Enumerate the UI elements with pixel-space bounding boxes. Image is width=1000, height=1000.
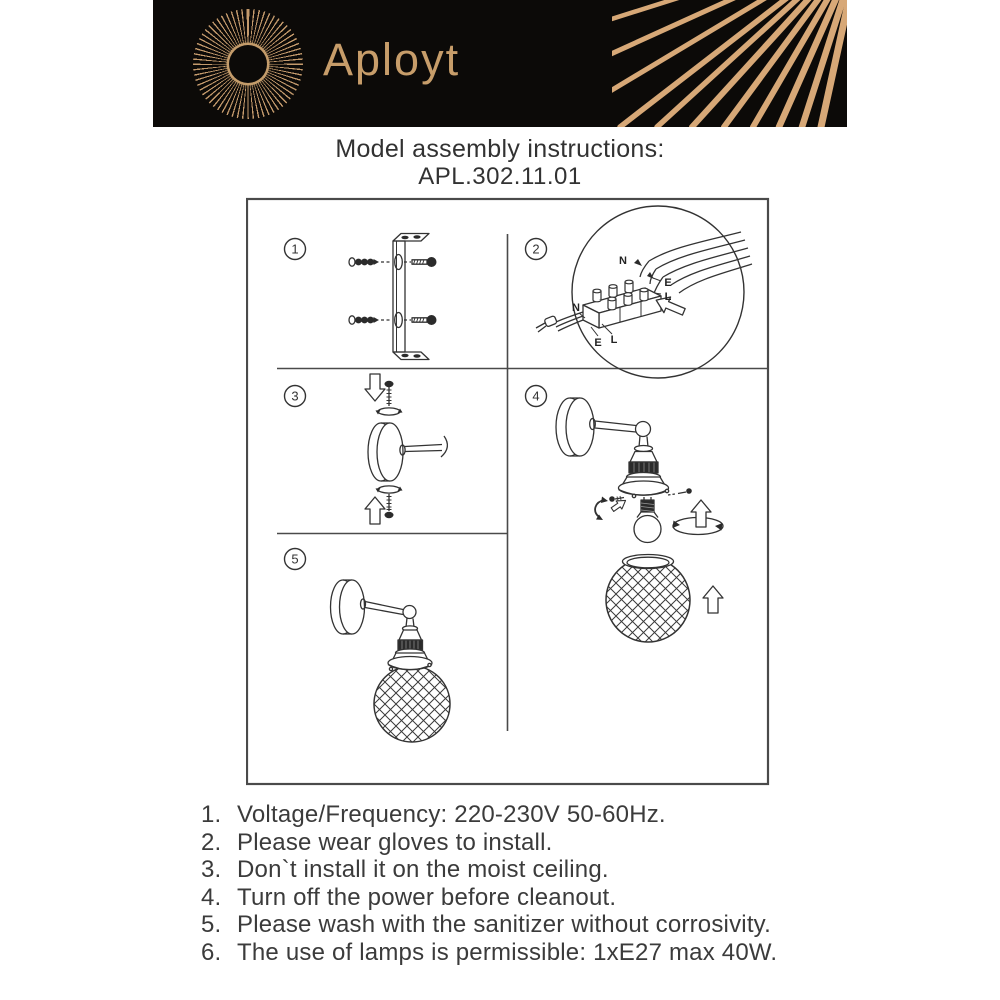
screw-icon bbox=[412, 315, 437, 325]
instruction-text: Turn off the power before cleanout. bbox=[237, 883, 617, 911]
sunburst-logo-icon bbox=[193, 9, 303, 119]
instruction-item bbox=[201, 939, 777, 967]
model-number: APL.302.11.01 bbox=[418, 163, 582, 190]
light-bulb-icon bbox=[634, 497, 661, 543]
down-arrow-icon bbox=[365, 374, 385, 401]
panel-4-lamp-assembly-drawing bbox=[556, 398, 723, 642]
step-4-badge bbox=[526, 386, 547, 407]
wall-anchor-icon bbox=[349, 316, 379, 324]
svg-text:5: 5 bbox=[291, 551, 299, 567]
instruction-number: 3. bbox=[201, 856, 222, 884]
instruction-text: Please wear gloves to install. bbox=[237, 828, 553, 856]
svg-text:3: 3 bbox=[291, 388, 299, 404]
svg-text:2: 2 bbox=[532, 241, 540, 257]
instruction-number: 2. bbox=[201, 828, 222, 856]
assembly-diagram bbox=[246, 196, 772, 788]
instruction-item bbox=[201, 829, 777, 857]
instruction-text: Please wash with the sanitizer without corrosivity. bbox=[237, 911, 771, 939]
shade-screw-right-icon bbox=[668, 488, 692, 495]
instruction-item bbox=[201, 856, 777, 884]
svg-text:1: 1 bbox=[291, 241, 299, 257]
up-arrow-icon bbox=[691, 500, 711, 527]
brand-banner bbox=[153, 0, 847, 127]
screw-icon bbox=[412, 257, 437, 267]
step-3-badge bbox=[285, 386, 306, 407]
up-arrow-icon bbox=[365, 497, 385, 524]
instruction-text: The use of lamps is permissible: 1xE27 max 40W. bbox=[237, 938, 778, 966]
panel-5-finished-lamp-drawing bbox=[331, 580, 451, 742]
wire-label-e: E bbox=[664, 277, 672, 289]
up-arrow-icon bbox=[703, 586, 723, 613]
instruction-item bbox=[201, 884, 777, 912]
wire-label-l: L bbox=[664, 291, 672, 303]
svg-text:4: 4 bbox=[532, 388, 540, 404]
brand-wordmark: Aployt bbox=[323, 34, 461, 85]
wire-label-n: N bbox=[619, 255, 627, 267]
panel-1-bracket-drawing bbox=[349, 234, 437, 360]
instructions-list bbox=[201, 801, 777, 967]
instruction-item bbox=[201, 911, 777, 939]
instruction-number: 4. bbox=[201, 883, 222, 911]
terminal-block-icon bbox=[583, 280, 661, 328]
step-5-badge bbox=[285, 549, 306, 570]
wire-label-n: N bbox=[572, 302, 580, 314]
instruction-text: Don`t install it on the moist ceiling. bbox=[237, 856, 609, 884]
mesh-shade-icon bbox=[606, 555, 690, 643]
instruction-text: Voltage/Frequency: 220-230V 50-60Hz. bbox=[237, 801, 666, 828]
page-title: Model assembly instructions: bbox=[335, 135, 665, 163]
rotate-arrow-icon bbox=[595, 500, 604, 517]
panel-3-mounting-drawing bbox=[365, 374, 447, 524]
mesh-shade-icon bbox=[374, 666, 450, 742]
panel-2-wiring-drawing bbox=[536, 206, 752, 378]
step-1-badge bbox=[285, 239, 306, 260]
wall-anchor-icon bbox=[349, 258, 379, 266]
corner-rays-icon bbox=[612, 0, 847, 127]
instruction-item bbox=[201, 801, 777, 829]
instruction-number: 6. bbox=[201, 938, 222, 966]
instruction-number: 1. bbox=[201, 801, 222, 828]
wire-label-l: L bbox=[610, 334, 618, 346]
step-2-badge bbox=[526, 239, 547, 260]
wire-label-e: E bbox=[594, 337, 602, 349]
instruction-number: 5. bbox=[201, 911, 222, 939]
